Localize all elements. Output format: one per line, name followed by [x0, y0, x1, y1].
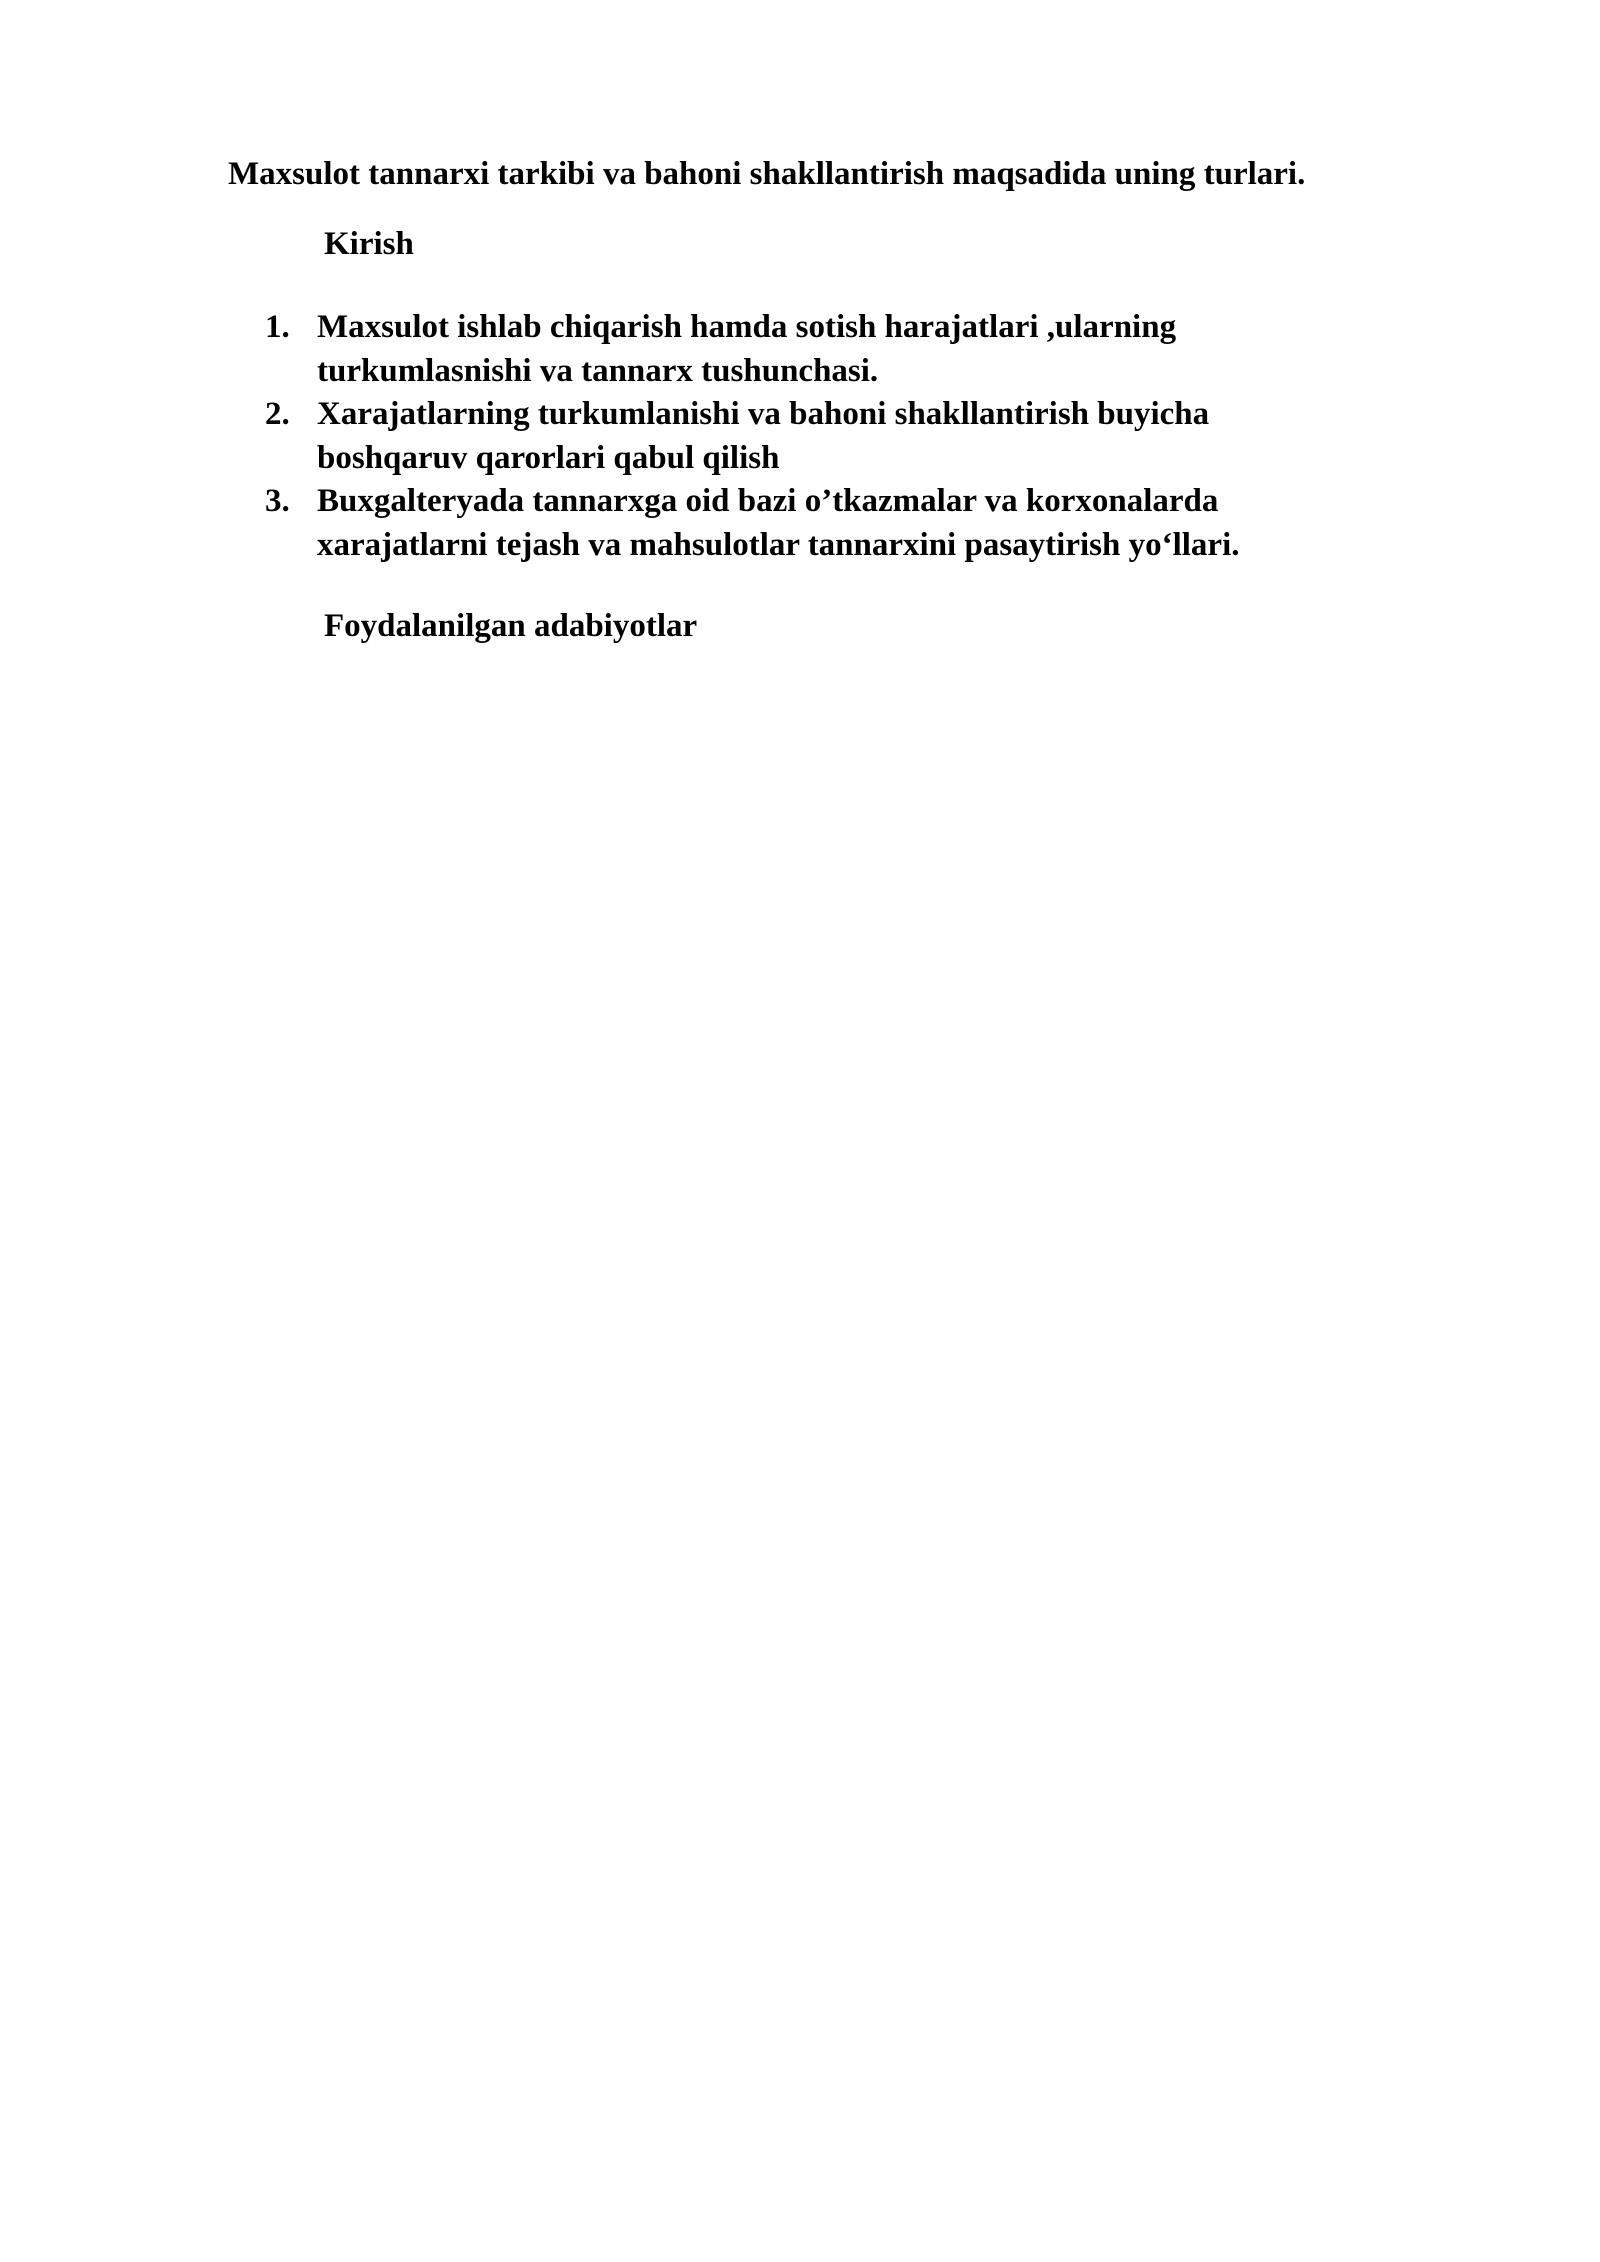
contents-item-3	[265, 480, 1445, 567]
contents-item-number: 3.	[265, 483, 290, 519]
intro-heading: Kirish	[324, 226, 414, 262]
contents-item-number: 1.	[265, 309, 290, 345]
contents-item-text-line: Xarajatlarning turkumlanishi va bahoni shakllantirish buyicha	[317, 396, 1210, 432]
contents-item-text-line: Buxgalteryada tannarxga oid bazi o’tkazmalar va korxonalarda	[317, 483, 1219, 519]
contents-item-text-line: turkumlasnishi va tannarx tushunchasi.	[317, 352, 879, 389]
contents-item-2	[265, 393, 1445, 480]
contents-item-text-line: xarajatlarni tejash va mahsulotlar tannarxini pasaytirish yo‘llari.	[317, 526, 1240, 563]
contents-item-text-line: boshqaruv qarorlari qabul qilish	[317, 439, 780, 476]
document-title: Maxsulot tannarxi tarkibi va bahoni shakllantirish maqsadida uning turlari.	[228, 156, 1306, 192]
references-heading: Foydalanilgan adabiyotlar	[324, 608, 698, 644]
contents-list	[265, 306, 1445, 567]
contents-item-number: 2.	[265, 396, 290, 432]
contents-item-text-line: Maxsulot ishlab chiqarish hamda sotish harajatlari ,ularning	[317, 309, 1177, 345]
contents-item-1	[265, 306, 1445, 393]
